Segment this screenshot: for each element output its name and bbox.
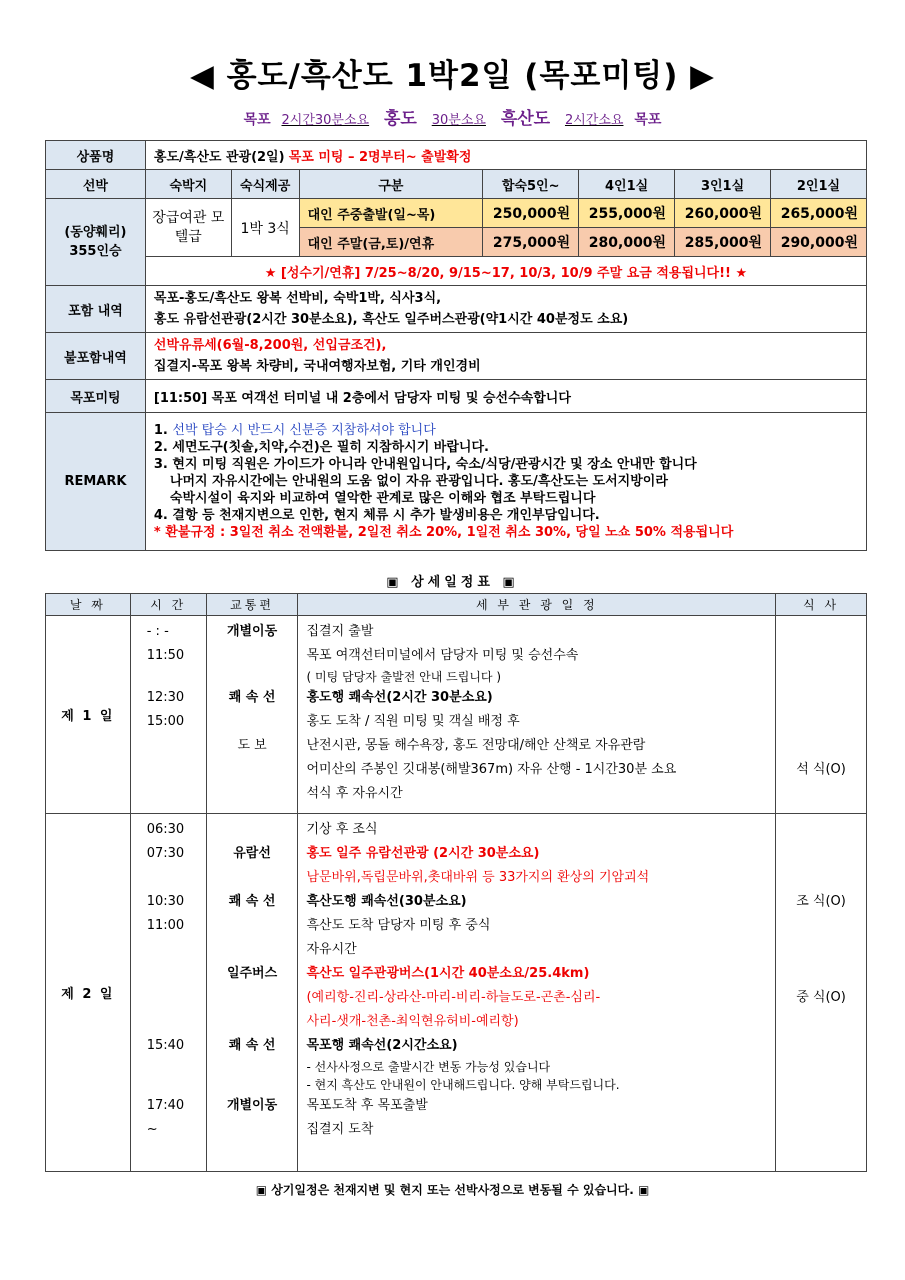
- schedule-header: 날 짜: [46, 594, 131, 616]
- detail-line: 석식 후 자유시간: [306, 786, 403, 801]
- day1-times: [130, 616, 206, 814]
- day2-meals: [776, 814, 867, 1172]
- excluded-line: 집결지-목포 왕복 차량비, 국내여행자보험, 기타 개인경비: [153, 359, 481, 374]
- meeting-label: 목포미팅: [46, 380, 146, 413]
- schedule-footer-note: ▣ 상기일정은 천재지변 및 현지 또는 선박사정으로 변동될 수 있습니다. ▣: [255, 1183, 650, 1197]
- meal-cell: 중 식(O): [796, 990, 846, 1005]
- route-line: [0, 104, 905, 129]
- schedule-header: 교통편: [206, 594, 298, 616]
- meeting-text: [11:50] 목포 여객선 터미널 내 2층에서 담당자 미팅 및 승선수속합니다: [145, 380, 866, 413]
- remark-line: 숙박시설이 육지와 비교하여 열악한 관계로 많은 이해와 협조 부탁드립니다: [169, 491, 596, 506]
- schedule-header: 시 간: [130, 594, 206, 616]
- remark-id-notice: 선박 탑승 시 반드시 신분증 지참하셔야 합니다: [172, 423, 436, 438]
- route-duration: 2시간소요: [564, 113, 624, 128]
- price-cell: 250,000원: [483, 199, 579, 228]
- remark-cell: [145, 413, 866, 551]
- day2-details: [298, 814, 776, 1172]
- remark-number: 1.: [153, 423, 168, 438]
- detail-line: 집결지 도착: [306, 1122, 374, 1137]
- time-cell: 11:50: [146, 648, 185, 663]
- room-type: 합숙5인~: [483, 170, 579, 199]
- time-cell: 15:00: [146, 714, 185, 729]
- time-cell: 15:40: [146, 1038, 185, 1053]
- transport-cell: 일주버스: [226, 966, 278, 981]
- detail-line: 난전시관, 몽돌 해수욕장, 홍도 전망대/해안 산책로 자유관람: [306, 738, 646, 753]
- detail-line: (예리항-진리-상라산-마리-비리-하늘도로-곤촌-심리-: [306, 990, 601, 1005]
- time-cell: 17:40: [146, 1098, 185, 1113]
- refund-policy: * 환불규정 : 3일전 취소 전액환불, 2일전 취소 20%, 1일전 취소 30%, 당일 노쇼 50% 적용됩니다: [153, 525, 734, 540]
- meal-cell: 조 식(O): [796, 894, 846, 909]
- transport-cell: 개별이동: [226, 624, 278, 639]
- remark-line: 2. 세면도구(칫솔,치약,수건)은 필히 지참하시기 바랍니다.: [153, 440, 489, 455]
- remark-label: REMARK: [46, 413, 146, 551]
- transport-cell: 유람선: [233, 846, 271, 861]
- detail-note: - 현지 흑산도 안내원이 안내해드립니다. 양해 부탁드립니다.: [306, 1078, 620, 1092]
- price-row-label: 대인 주중출발(일~목): [299, 199, 483, 228]
- ship-value: (동양훼리) 355인승: [46, 199, 146, 286]
- route-duration: 30분소요: [431, 113, 486, 128]
- detail-line: 자유시간: [306, 942, 357, 957]
- product-label: 상품명: [46, 141, 146, 170]
- detail-line: 흑산도행 쾌속선(30분소요): [306, 894, 467, 909]
- detail-line: 남문바위,독립문바위,촛대바위 등 33가지의 환상의 기암괴석: [306, 870, 650, 885]
- schedule-table: [45, 593, 867, 1172]
- excluded-cell: [145, 333, 866, 380]
- room-type: 3인1실: [675, 170, 771, 199]
- remark-line: 나머지 자유시간에는 안내원의 도움 없이 자유 관광입니다. 홍도/흑산도는 도서지방이라: [169, 474, 668, 489]
- route-duration: 2시간30분소요: [281, 113, 370, 128]
- detail-line: 집결지 출발: [306, 624, 374, 639]
- detail-line: 목포도착 후 목포출발: [306, 1098, 428, 1113]
- summary-table: [45, 140, 867, 551]
- time-cell: 06:30: [146, 822, 185, 837]
- day1-transport: [206, 616, 298, 814]
- day1-details: [298, 616, 776, 814]
- included-label: 포함 내역: [46, 286, 146, 333]
- detail-line: 어미산의 주봉인 깃대봉(해발367m) 자유 산행 - 1시간30분 소요: [306, 762, 677, 777]
- product-name-cell: [145, 141, 866, 170]
- meals-value: 1박 3식: [231, 199, 299, 257]
- time-cell: 10:30: [146, 894, 185, 909]
- meals-label: 숙식제공: [231, 170, 299, 199]
- remark-line: 4. 결항 등 천재지변으로 인한, 현지 체류 시 추가 발생비용은 개인부담입니다.: [153, 508, 600, 523]
- detail-note: ( 미팅 담당자 출발전 안내 드립니다 ): [306, 670, 502, 684]
- meal-cell: 석 식(O): [796, 762, 846, 777]
- detail-note: - 선사사정으로 출발시간 변동 가능성 있습니다: [306, 1060, 551, 1074]
- detail-line: 홍도 도착 / 직원 미팅 및 객실 배정 후: [306, 714, 520, 729]
- time-cell: 07:30: [146, 846, 185, 861]
- route-stop: 목포: [634, 112, 662, 128]
- ship-label: 선박: [46, 170, 146, 199]
- detail-line: 홍도 일주 유람선관광 (2시간 30분소요): [306, 846, 540, 861]
- transport-cell: 개별이동: [226, 1098, 278, 1113]
- price-cell: 290,000원: [771, 228, 867, 257]
- remark-line: 3. 현지 미팅 직원은 가이드가 아니라 안내원입니다, 숙소/식당/관광시간 및 장소 안내만 합니다: [153, 457, 697, 472]
- detail-line: 목포 여객선터미널에서 담당자 미팅 및 승선수속: [306, 648, 579, 663]
- detail-line: 기상 후 조식: [306, 822, 378, 837]
- day2-transport: [206, 814, 298, 1172]
- price-cell: 275,000원: [483, 228, 579, 257]
- price-cell: 265,000원: [771, 199, 867, 228]
- detail-line: 홍도행 쾌속선(2시간 30분소요): [306, 690, 493, 705]
- transport-cell: 쾌 속 선: [228, 690, 276, 705]
- lodging-value: 장급여관 모텔급: [145, 199, 231, 257]
- day2-times: [130, 814, 206, 1172]
- time-cell: 12:30: [146, 690, 185, 705]
- time-cell: 11:00: [146, 918, 185, 933]
- detail-line: 흑산도 일주관광버스(1시간 40분소요/25.4km): [306, 966, 590, 981]
- detail-line: 사리-샛개-천촌-최익현유허비-예리항): [306, 1014, 519, 1029]
- excluded-label: 불포함내역: [46, 333, 146, 380]
- excluded-fuel-tax: 선박유류세(6월-8,200원, 선입금조건),: [153, 338, 387, 353]
- page-title: ◀ 홍도/흑산도 1박2일 (목포미팅) ▶: [189, 58, 716, 94]
- day1-meals: [776, 616, 867, 814]
- room-type: 2인1실: [771, 170, 867, 199]
- peak-season-notice: ★ [성수기/연휴] 7/25~8/20, 9/15~17, 10/3, 10/9 주말 요금 적용됩니다!! ★: [145, 257, 866, 286]
- transport-cell: 도 보: [237, 738, 267, 753]
- product-highlight: 목포 미팅 – 2명부터~ 출발확정: [288, 149, 472, 165]
- lodging-label: 숙박지: [145, 170, 231, 199]
- detail-line: 목포행 쾌속선(2시간소요): [306, 1038, 458, 1053]
- included-line: 홍도 유람선관광(2시간 30분소요), 흑산도 일주버스관광(약1시간 40분정도 소요): [153, 312, 629, 327]
- price-cell: 260,000원: [675, 199, 771, 228]
- schedule-title: ▣ 상세일정표 ▣: [386, 575, 519, 590]
- price-cell: 255,000원: [579, 199, 675, 228]
- day2-label: 제 2 일: [46, 814, 131, 1172]
- detail-line: 흑산도 도착 담당자 미팅 후 중식: [306, 918, 491, 933]
- schedule-header: 세 부 관 광 일 정: [298, 594, 776, 616]
- transport-cell: 쾌 속 선: [228, 894, 276, 909]
- included-cell: [145, 286, 866, 333]
- route-stop: 목포: [243, 112, 271, 128]
- schedule-header: 식 사: [776, 594, 867, 616]
- category-label: 구분: [299, 170, 483, 199]
- route-stop: 흑산도: [500, 109, 551, 129]
- price-row-label: 대인 주말(금,토)/연휴: [299, 228, 483, 257]
- price-cell: 285,000원: [675, 228, 771, 257]
- route-stop: 홍도: [383, 109, 417, 129]
- product-name: 홍도/흑산도 관광(2일): [153, 149, 285, 165]
- price-cell: 280,000원: [579, 228, 675, 257]
- transport-cell: 쾌 속 선: [228, 1038, 276, 1053]
- room-type: 4인1실: [579, 170, 675, 199]
- time-cell: ~: [146, 1122, 158, 1137]
- day1-label: 제 1 일: [46, 616, 131, 814]
- time-cell: - : -: [146, 624, 169, 639]
- included-line: 목포-홍도/흑산도 왕복 선박비, 숙박1박, 식사3식,: [153, 291, 442, 306]
